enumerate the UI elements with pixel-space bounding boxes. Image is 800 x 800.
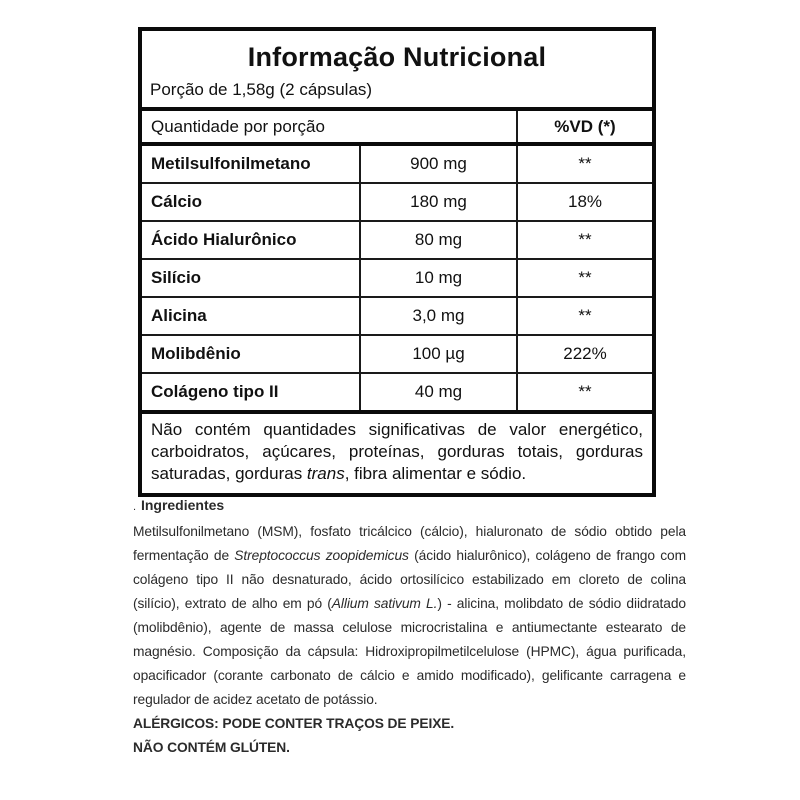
table-row — [142, 222, 652, 260]
table-row — [142, 298, 652, 336]
nutrient-name: Alicina — [142, 298, 361, 334]
nutrient-name: Cálcio — [142, 184, 361, 220]
nutrient-dv: 222% — [563, 344, 607, 363]
nutrient-amount: 10 mg — [361, 260, 518, 296]
nutrient-amount: 80 mg — [361, 222, 518, 258]
nutrient-dv: ** — [578, 306, 592, 325]
nutrient-dv: ** — [578, 154, 592, 173]
nutrient-name: Molibdênio — [142, 336, 361, 372]
nutrition-facts-table — [138, 27, 656, 497]
nutrient-dv: ** — [578, 230, 592, 249]
table-row — [142, 260, 652, 298]
ingredients-heading: Ingredientes — [140, 497, 225, 513]
label-title: Informação Nutricional — [247, 42, 547, 72]
table-row — [142, 336, 652, 374]
ingredients-section — [133, 496, 686, 760]
nutrient-amount: 180 mg — [361, 184, 518, 220]
nutrient-amount: 900 mg — [361, 146, 518, 182]
leading-dot: . — [133, 501, 137, 513]
ingredients-heading-line — [133, 496, 686, 516]
nutrient-dv: ** — [578, 382, 592, 401]
nutrient-amount: 100 µg — [361, 336, 518, 372]
table-row — [142, 184, 652, 222]
nutrient-name: Metilsulfonilmetano — [142, 146, 361, 182]
table-row — [142, 146, 652, 184]
nutrient-amount: 3,0 mg — [361, 298, 518, 334]
table-header-row — [142, 111, 652, 146]
title-block — [142, 31, 652, 111]
column-header-quantity: Quantidade por porção — [142, 111, 518, 142]
nutrient-name: Silício — [142, 260, 361, 296]
allergen-warning: ALÉRGICOS: PODE CONTER TRAÇOS DE PEIXE. — [133, 716, 455, 731]
ingredients-body: Metilsulfonilmetano (MSM), fosfato tricálcico (cálcio), hialuronato de sódio obtido pela fermentação de Streptococcus zoopidemicus (ácido hialurônico), colágeno de frango com colágeno tipo II não desnaturado, ácido ortosilícico estabilizado em cloreto de colina (silício), extrato de alho em pó (Allium sativum L.) - alicina, molibdato de sódio diidratado (molibdênio), agente de massa celulose microcristalina e antiumectante estearato de magnésio. Composição da cápsula: Hidroxipropilmetilcelulose (HPMC), água purificada, opacificador (corante carbonato de cálcio e amido modificado), gelificante carragena e regulador de acidez acetato de potássio. — [133, 524, 686, 707]
nutrient-name: Colágeno tipo II — [142, 374, 361, 410]
column-header-dv: %VD (*) — [554, 116, 616, 136]
table-row — [142, 374, 652, 414]
nutrient-dv: ** — [578, 268, 592, 287]
insignificant-amounts-note: Não contém quantidades significativas de valor energético, carboidratos, açúcares, proteínas, gorduras totais, gorduras saturadas, gorduras trans, fibra alimentar e sódio. — [151, 420, 643, 483]
gluten-statement: NÃO CONTÉM GLÚTEN. — [133, 740, 290, 755]
nutrient-amount: 40 mg — [361, 374, 518, 410]
nutrient-dv: 18% — [567, 192, 603, 211]
nutrient-name: Ácido Hialurônico — [142, 222, 361, 258]
serving-size: Porção de 1,58g (2 cápsulas) — [150, 80, 373, 99]
